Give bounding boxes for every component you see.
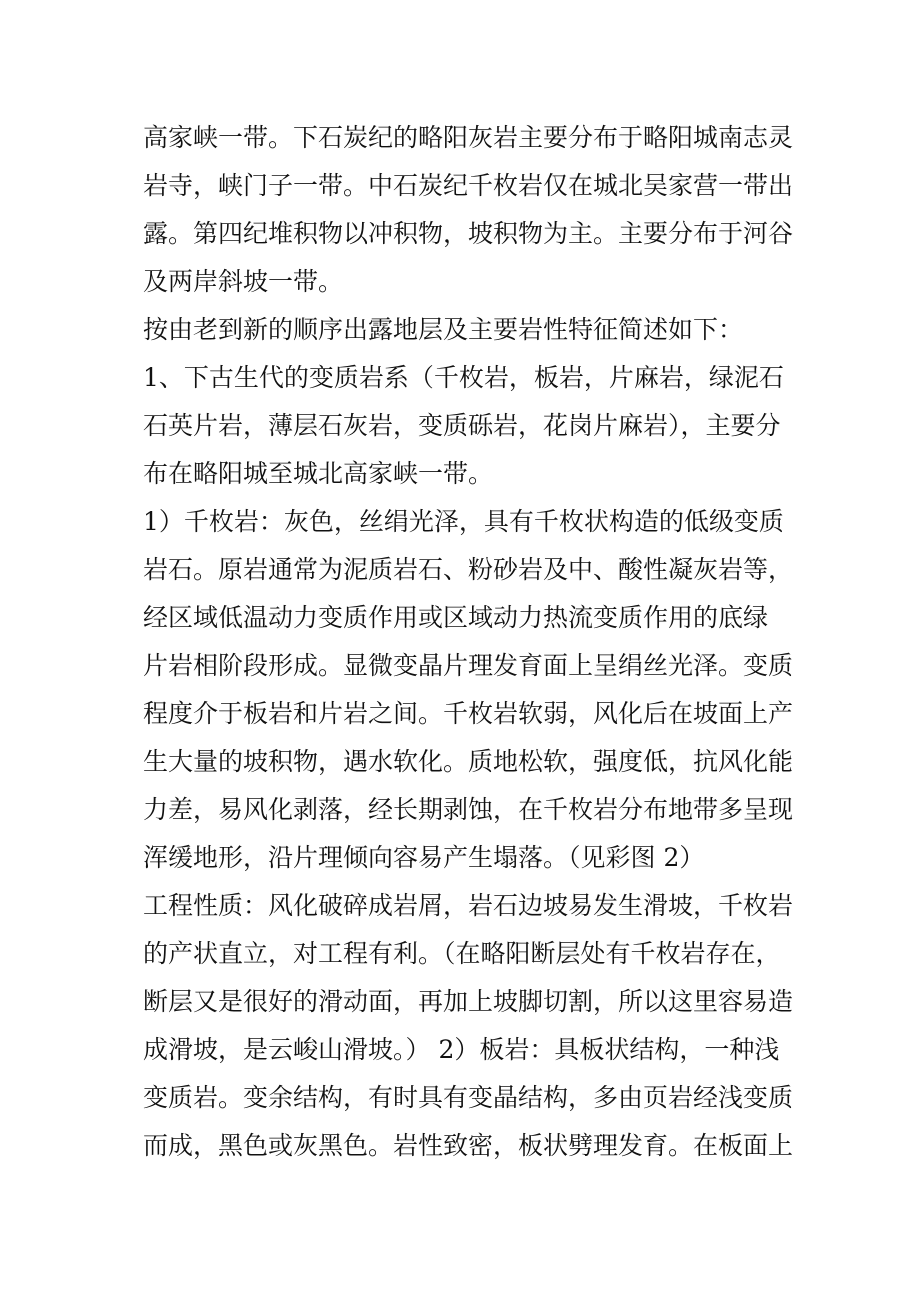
- text-line: 变质岩。变余结构，有时具有变晶结构，多由页岩经浅变质: [143, 1083, 794, 1112]
- text-line: 成滑坡，是云峻山滑坡。） 2）板岩：具板状结构，一种浅: [143, 1035, 780, 1064]
- text-line: 力差，易风化剥落，经长期剥蚀，在千枚岩分布地带多呈现: [143, 795, 794, 824]
- text-line: 岩寺，峡门子一带。中石炭纪千枚岩仅在城北吴家营一带出: [143, 171, 794, 200]
- text-line: 断层又是很好的滑动面，再加上坡脚切割，所以这里容易造: [143, 987, 794, 1016]
- text-line: 而成，黑色或灰黑色。岩性致密，板状劈理发育。在板面上: [143, 1131, 794, 1160]
- text-line: 1）千枚岩：灰色，丝绢光泽，具有千枚状构造的低级变质: [143, 507, 784, 536]
- text-line: 生大量的坡积物，遇水软化。质地松软，强度低，抗风化能: [143, 747, 794, 776]
- text-line: 及两岸斜坡一带。: [143, 267, 344, 296]
- text-line: 的产状直立，对工程有利。（在略阳断层处有千枚岩存在，: [143, 939, 781, 968]
- text-line: 经区域低温动力变质作用或区域动力热流变质作用的底绿: [143, 603, 769, 632]
- text-line: 浑缓地形，沿片理倾向容易产生塌落。（见彩图 2）: [143, 843, 705, 872]
- text-line: 高家峡一带。下石炭纪的略阳灰岩主要分布于略阳城南志灵: [143, 123, 794, 152]
- text-line: 石英片岩，薄层石灰岩，变质砾岩，花岗片麻岩），主要分: [143, 411, 781, 440]
- text-line: 1、下古生代的变质岩系（千枚岩，板岩，片麻岩，绿泥石: [143, 363, 784, 392]
- text-line: 片岩相阶段形成。显微变晶片理发育面上呈绢丝光泽。变质: [143, 651, 794, 680]
- text-line: 程度介于板岩和片岩之间。千枚岩软弱，风化后在坡面上产: [143, 699, 794, 728]
- text-line: 按由老到新的顺序出露地层及主要岩性特征简述如下：: [143, 315, 744, 344]
- text-line: 工程性质：风化破碎成岩屑，岩石边坡易发生滑坡，千枚岩: [143, 891, 794, 920]
- text-line: 岩石。原岩通常为泥质岩石、粉砂岩及中、酸性凝灰岩等，: [143, 555, 794, 584]
- text-line: 露。第四纪堆积物以冲积物，坡积物为主。主要分布于河谷: [143, 219, 794, 248]
- body-text: [143, 114, 793, 1170]
- text-line: 布在略阳城至城北高家峡一带。: [143, 459, 494, 488]
